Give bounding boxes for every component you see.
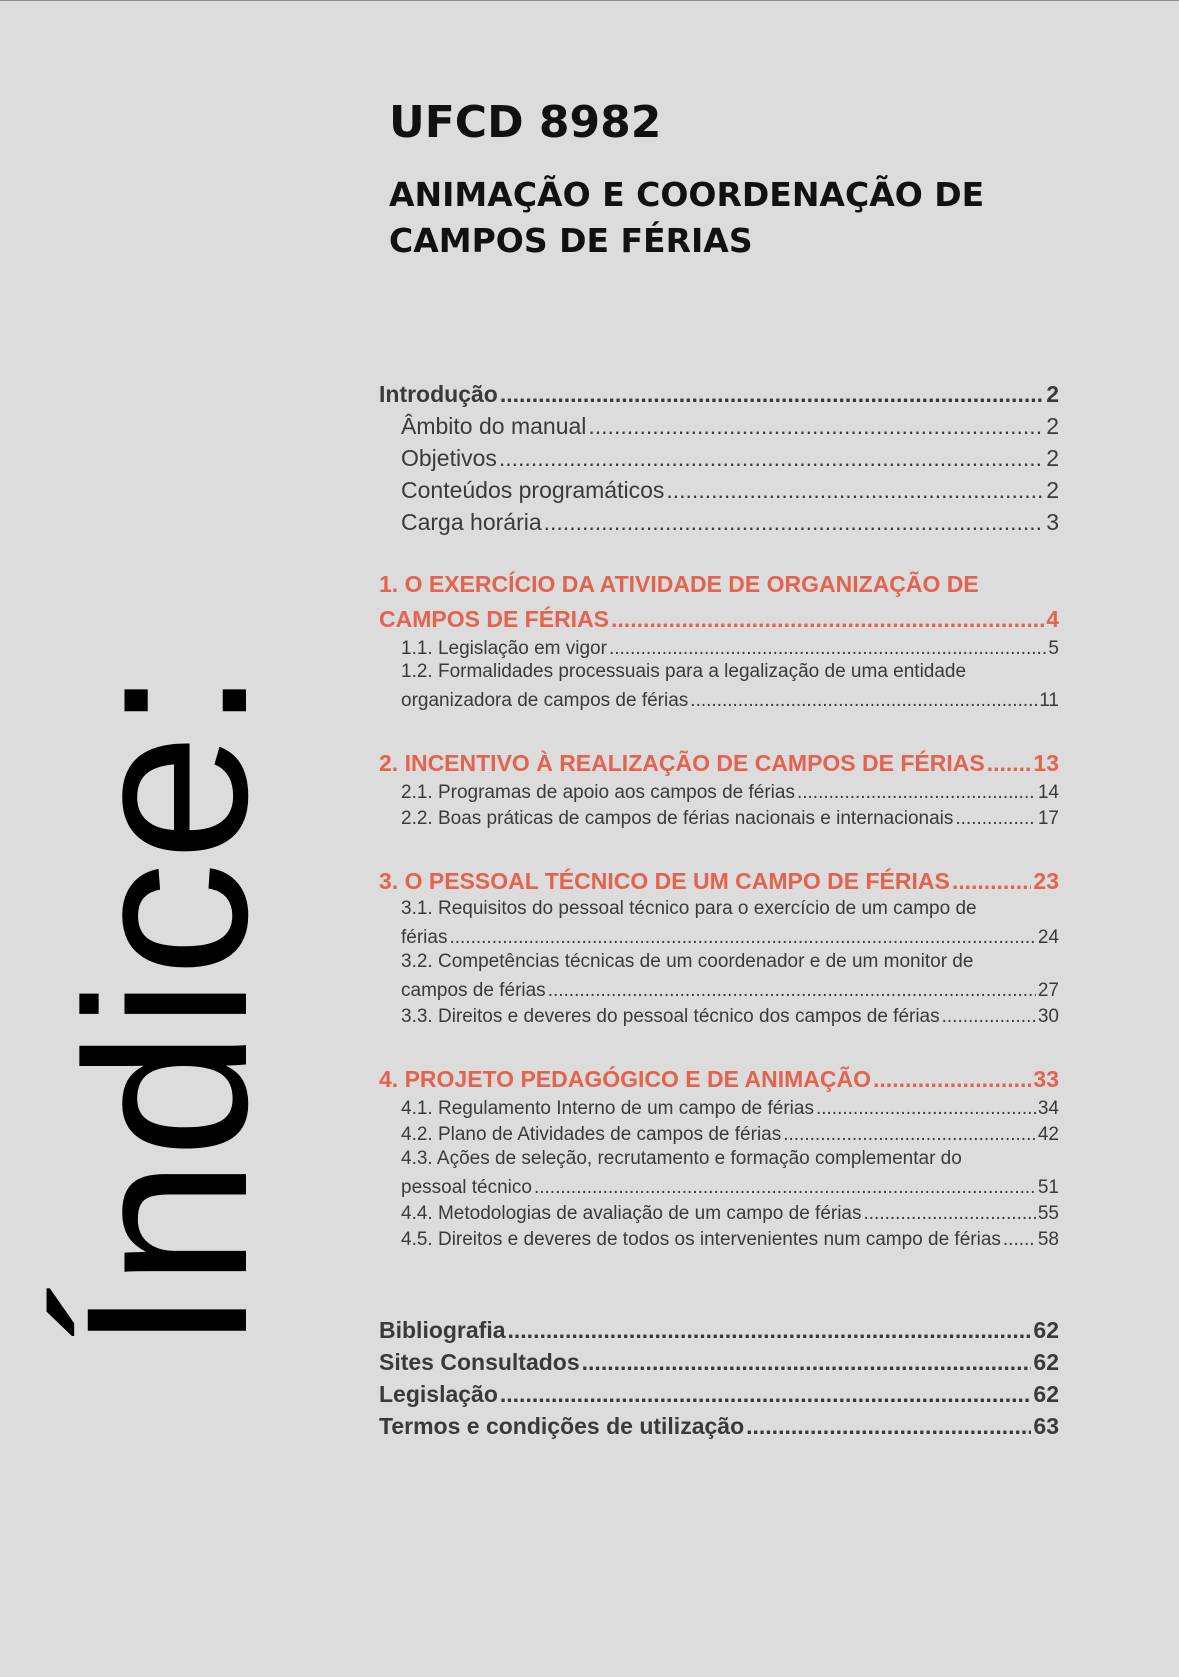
toc-entry-title: 2.1. Programas de apoio aos campos de férias <box>401 782 795 803</box>
dot-leader <box>816 1098 1036 1120</box>
dot-leader <box>987 750 1032 777</box>
toc-entry-title: campos de férias <box>401 980 546 1001</box>
dot-leader <box>609 638 1046 660</box>
toc-page-number: 62 <box>1033 1317 1059 1343</box>
toc-page-number: 63 <box>1033 1413 1059 1439</box>
course-title-line2: CAMPOS DE FÉRIAS <box>389 221 753 260</box>
chapter-4-entry[interactable] <box>379 1063 1059 1093</box>
toc-entry[interactable] <box>379 442 1059 472</box>
toc-entry-title: 4.5. Direitos e deveres de todos os intervenientes num campo de férias <box>401 1229 1001 1250</box>
dot-leader <box>544 509 1045 536</box>
toc-entry[interactable] <box>379 1173 1059 1199</box>
toc-page-number: 17 <box>1037 808 1059 829</box>
toc-entry[interactable] <box>379 1002 1059 1028</box>
toc-page-number: 2 <box>1046 381 1059 407</box>
toc-entry-title: Bibliografia <box>379 1317 506 1343</box>
toc-page-number: 5 <box>1048 638 1059 659</box>
dot-leader <box>588 413 1044 440</box>
toc-entry[interactable] <box>379 976 1059 1002</box>
course-title <box>389 172 984 264</box>
toc-entry-title: 4. PROJETO PEDAGÓGICO E DE ANIMAÇÃO <box>379 1066 872 1092</box>
dot-leader <box>864 1203 1036 1225</box>
toc-entry-title: 2.2. Boas práticas de campos de férias nacionais e internacionais <box>401 808 954 829</box>
toc-entry-title: pessoal técnico <box>401 1177 532 1198</box>
dot-leader <box>746 1413 1031 1440</box>
chapter-3-entry[interactable] <box>379 865 1059 895</box>
dot-leader <box>500 1381 1032 1408</box>
toc-page-number: 11 <box>1039 690 1059 711</box>
dot-leader <box>955 808 1035 830</box>
toc-page-number: 14 <box>1037 782 1059 803</box>
toc-page-number: 51 <box>1037 1177 1059 1198</box>
toc-entry-title: Carga horária <box>401 509 542 535</box>
toc-entry-legislation[interactable] <box>379 1378 1059 1408</box>
toc-entry[interactable] <box>379 1094 1059 1120</box>
toc-entry-title: 2. INCENTIVO À REALIZAÇÃO DE CAMPOS DE FÉRIAS <box>379 750 985 776</box>
toc-page-number: 58 <box>1037 1229 1059 1250</box>
toc-entry-intro[interactable] <box>379 378 1059 408</box>
toc-page-number: 33 <box>1033 1066 1059 1092</box>
toc-entry[interactable] <box>379 410 1059 440</box>
dot-leader <box>500 381 1044 408</box>
toc-entry-title: 3. O PESSOAL TÉCNICO DE UM CAMPO DE FÉRIAS <box>379 868 950 894</box>
toc-entry[interactable] <box>379 634 1059 660</box>
toc-entry-title: Sites Consultados <box>379 1349 580 1375</box>
toc-entry[interactable] <box>379 506 1059 536</box>
dot-leader <box>942 1006 1036 1028</box>
toc-entry-title: Termos e condições de utilização <box>379 1413 745 1439</box>
toc-entry[interactable] <box>379 1225 1059 1251</box>
toc-page-number: 24 <box>1037 927 1059 948</box>
dot-leader <box>534 1177 1036 1199</box>
toc-page-number: 2 <box>1046 413 1059 439</box>
dot-leader <box>873 1066 1031 1093</box>
dot-leader <box>952 868 1032 895</box>
toc-page-number: 62 <box>1033 1349 1059 1375</box>
toc-page-number: 3 <box>1046 509 1059 535</box>
toc-entry[interactable] <box>379 686 1059 712</box>
toc-entry-line1[interactable]: 3.1. Requisitos do pessoal técnico para o exercício de um campo de <box>401 898 977 919</box>
toc-entry[interactable] <box>379 474 1059 504</box>
dot-leader <box>508 1317 1032 1344</box>
toc-page-number: 62 <box>1033 1381 1059 1407</box>
toc-page-number: 2 <box>1046 445 1059 471</box>
toc-page-number: 30 <box>1037 1006 1059 1027</box>
course-code: UFCD 8982 <box>389 97 662 148</box>
toc-entry-title: 4.4. Metodologias de avaliação de um campo de férias <box>401 1203 862 1224</box>
toc-entry-title: 1.1. Legislação em vigor <box>401 638 607 659</box>
toc-page-number: 4 <box>1046 606 1059 632</box>
toc-page-number: 23 <box>1033 868 1059 894</box>
toc-entry-title: férias <box>401 927 448 948</box>
top-border <box>0 0 1179 1</box>
toc-entry-title: Objetivos <box>401 445 497 471</box>
toc-page-number: 34 <box>1037 1098 1059 1119</box>
course-title-line1: ANIMAÇÃO E COORDENAÇÃO DE <box>389 175 985 214</box>
toc-entry-sites[interactable] <box>379 1346 1059 1376</box>
toc-entry[interactable] <box>379 804 1059 830</box>
toc-entry-line1[interactable]: 3.2. Competências técnicas de um coordenador e de um monitor de <box>401 951 974 972</box>
dot-leader <box>548 980 1036 1002</box>
toc-entry-line1[interactable]: 4.3. Ações de seleção, recrutamento e formação complementar do <box>401 1148 962 1169</box>
toc-entry[interactable] <box>379 778 1059 804</box>
toc-entry-line1[interactable]: 1.2. Formalidades processuais para a legalização de uma entidade <box>401 661 967 682</box>
dot-leader <box>783 1124 1036 1146</box>
side-title: Índice: <box>38 667 295 1352</box>
toc-entry-title: CAMPOS DE FÉRIAS <box>379 606 610 632</box>
toc-entry-title: 4.2. Plano de Atividades de campos de férias <box>401 1124 782 1145</box>
dot-leader <box>666 477 1044 504</box>
toc-page-number: 2 <box>1046 477 1059 503</box>
dot-leader <box>499 445 1044 472</box>
dot-leader <box>449 927 1035 949</box>
toc-entry[interactable] <box>379 923 1059 949</box>
toc-page-number: 42 <box>1037 1124 1059 1145</box>
toc-entry[interactable] <box>379 1199 1059 1225</box>
toc-entry-terms[interactable] <box>379 1410 1059 1440</box>
toc-entry-title: Legislação <box>379 1381 498 1407</box>
dot-leader <box>797 782 1036 804</box>
dot-leader <box>690 690 1037 712</box>
toc-entry-title: 3.3. Direitos e deveres do pessoal técnico dos campos de férias <box>401 1006 940 1027</box>
dot-leader <box>611 606 1044 633</box>
dot-leader <box>1003 1229 1036 1251</box>
toc-entry-bibliography[interactable] <box>379 1314 1059 1344</box>
toc-page-number: 13 <box>1033 750 1059 776</box>
toc-entry-title: Âmbito do manual <box>401 413 587 439</box>
toc-entry-title: Introdução <box>379 381 498 407</box>
toc-entry-title: organizadora de campos de férias <box>401 690 689 711</box>
toc-page-number: 27 <box>1037 980 1059 1001</box>
chapter-1-entry[interactable] <box>379 603 1059 633</box>
dot-leader <box>582 1349 1032 1376</box>
toc-entry-title: Conteúdos programáticos <box>401 477 665 503</box>
chapter-1-title-line1[interactable]: 1. O EXERCÍCIO DA ATIVIDADE DE ORGANIZAÇÃO DE <box>379 571 979 597</box>
toc-entry-title: 4.1. Regulamento Interno de um campo de férias <box>401 1098 814 1119</box>
toc-entry[interactable] <box>379 1120 1059 1146</box>
toc-page-number: 55 <box>1037 1203 1059 1224</box>
chapter-2-entry[interactable] <box>379 747 1059 777</box>
